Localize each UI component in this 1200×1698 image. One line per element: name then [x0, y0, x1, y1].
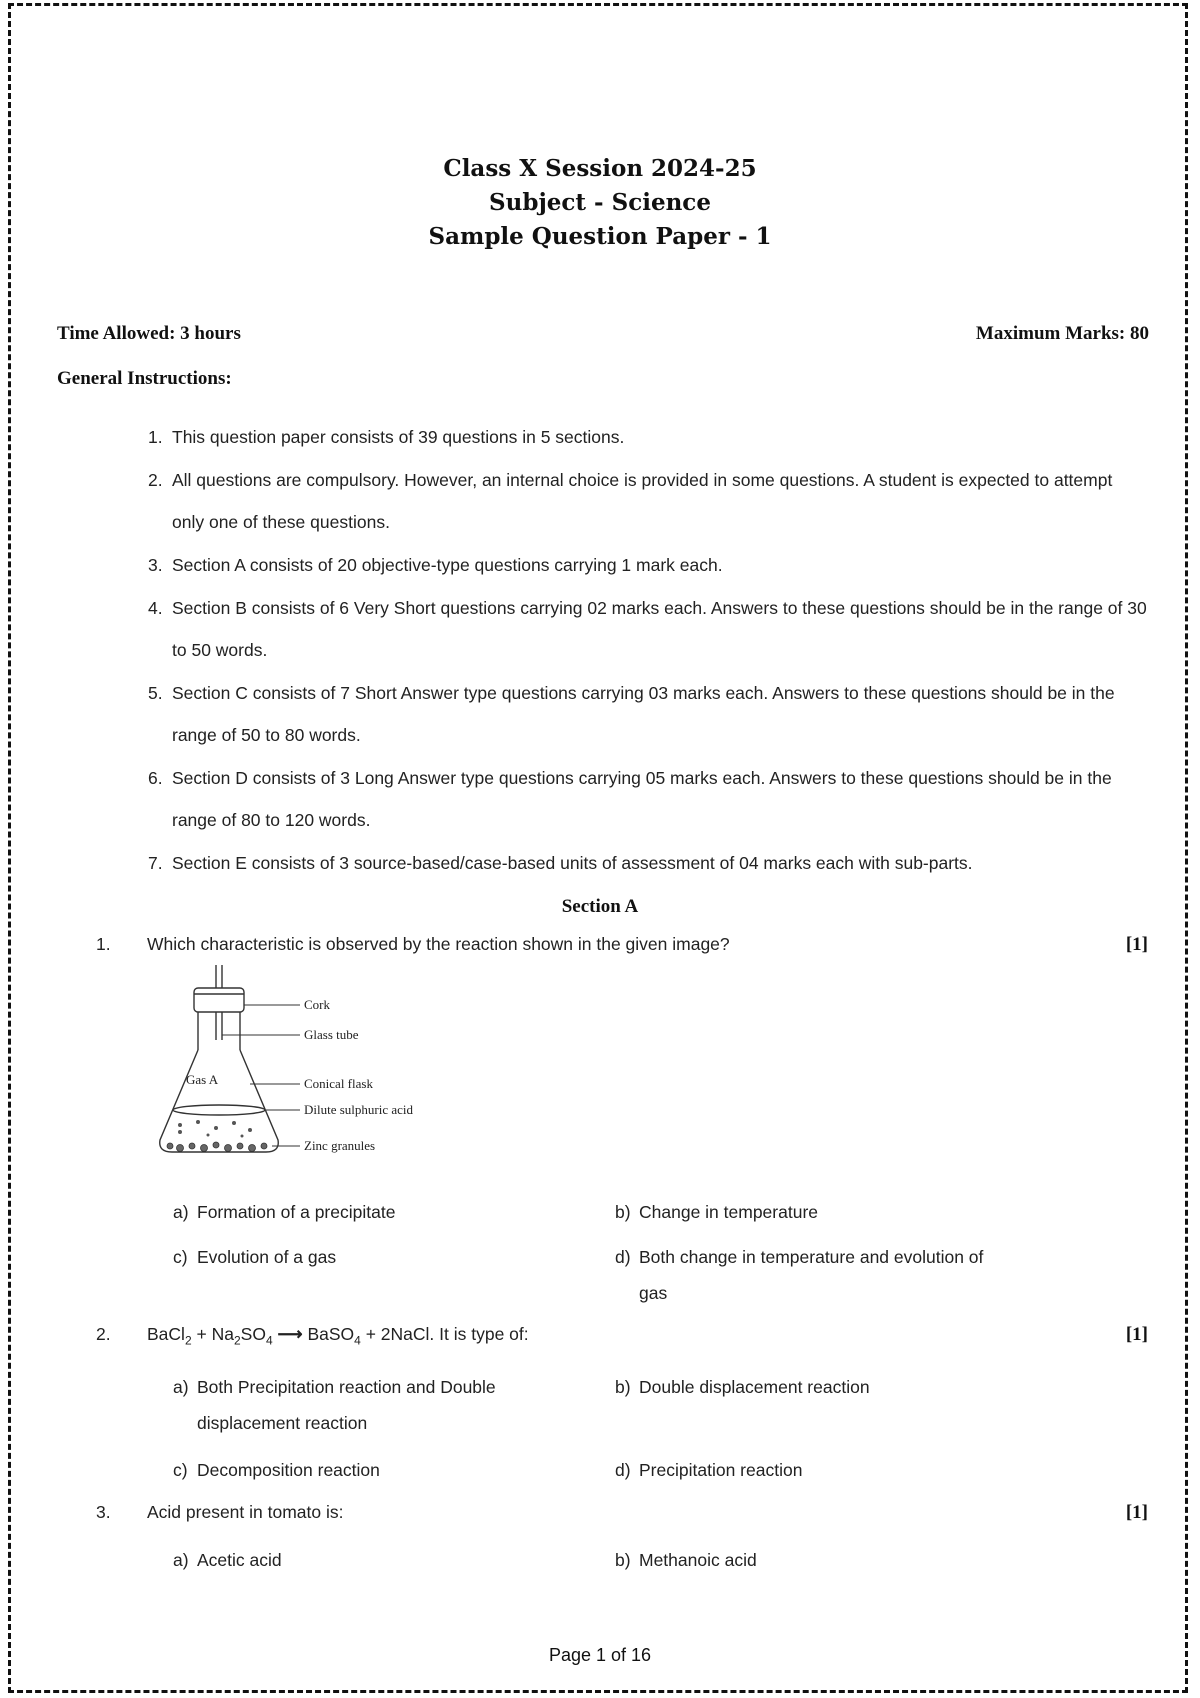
conical-flask-figure	[150, 960, 470, 1180]
header-class-session: Class X Session 2024-25	[443, 155, 757, 182]
instruction-item: 1. This question paper consists of 39 questions in 5 sections.	[148, 427, 625, 447]
instruction-item: 7. Section E consists of 3 source-based/case-based units of assessment of 04 marks each with sub-parts.	[148, 853, 973, 873]
flask-body	[160, 1050, 279, 1152]
paper-header	[0, 152, 1200, 254]
question-number: 1.	[96, 934, 111, 954]
instruction-item: 6. Section D consists of 3 Long Answer type questions carrying 05 marks each. Answers to these questions should be in the range of 80 to 120 words.	[148, 768, 1112, 830]
option-a[interactable]: a) Formation of a precipitate	[173, 1202, 396, 1222]
zinc-granules-shape	[167, 1142, 267, 1152]
general-instructions-title: General Instructions:	[57, 368, 232, 389]
label-glass-tube: Glass tube	[304, 1027, 359, 1042]
option-c[interactable]: c) Evolution of a gas	[173, 1247, 337, 1267]
instruction-item: 4. Section B consists of 6 Very Short questions carrying 02 marks each. Answers to these questions should be in the range of 30 to 50 words.	[148, 598, 1147, 660]
reaction-arrow: ⟶	[277, 1324, 303, 1344]
label-cork: Cork	[304, 997, 330, 1012]
header-paper-title: Sample Question Paper - 1	[428, 223, 772, 250]
label-gas: Gas A	[186, 1072, 219, 1087]
label-dilute-acid: Dilute sulphuric acid	[304, 1102, 414, 1117]
label-zinc-granules: Zinc granules	[304, 1138, 376, 1153]
cork-shape	[194, 988, 244, 1012]
question-number: 2.	[96, 1324, 111, 1344]
maximum-marks: Maximum Marks: 80	[975, 323, 1149, 344]
header-subject: Subject - Science	[489, 189, 711, 216]
question-marks: [1]	[1125, 1324, 1148, 1345]
flask-diagram	[150, 960, 470, 1180]
instruction-item: 3. Section A consists of 20 objective-type questions carrying 1 mark each.	[148, 555, 723, 575]
general-instructions-list	[148, 416, 1148, 885]
question-number: 3.	[96, 1502, 111, 1522]
option-d[interactable]: d) Precipitation reaction	[615, 1460, 803, 1480]
section-a-title: Section A	[561, 896, 639, 917]
instruction-item: 2. All questions are compulsory. However, an internal choice is provided in some questions. A student is expected to attempt only one of these questions.	[148, 470, 1113, 532]
question-text: Which characteristic is observed by the reaction shown in the given image?	[147, 934, 730, 954]
question-marks: [1]	[1125, 934, 1148, 955]
gas-bubbles	[178, 1120, 252, 1138]
question-marks: [1]	[1125, 1502, 1148, 1523]
question-equation: BaCl$_2$ + $Na_2SO_4$ ⟶ BaSO$_4$ + 2NaCl. It is type of:	[147, 1324, 529, 1348]
acid-surface	[173, 1105, 265, 1115]
question-text: Acid present in tomato is:	[147, 1502, 344, 1522]
page-number: Page 1 of 16	[548, 1645, 652, 1665]
option-b[interactable]: b) Double displacement reaction	[615, 1377, 870, 1397]
instruction-item: 5. Section C consists of 7 Short Answer type questions carrying 03 marks each. Answers to these questions should be in the range of 50 to 80 words.	[148, 683, 1115, 745]
label-conical-flask: Conical flask	[304, 1076, 373, 1091]
option-b[interactable]: b) Methanoic acid	[615, 1550, 757, 1570]
option-a[interactable]: a) Acetic acid	[173, 1550, 282, 1570]
time-allowed: Time Allowed: 3 hours	[57, 323, 241, 344]
option-d[interactable]: d) Both change in temperature and evolution of gas	[615, 1247, 984, 1303]
option-a[interactable]: a) Both Precipitation reaction and Double displacement reaction	[173, 1377, 496, 1433]
option-b[interactable]: b) Change in temperature	[615, 1202, 818, 1222]
option-c[interactable]: c) Decomposition reaction	[173, 1460, 380, 1480]
